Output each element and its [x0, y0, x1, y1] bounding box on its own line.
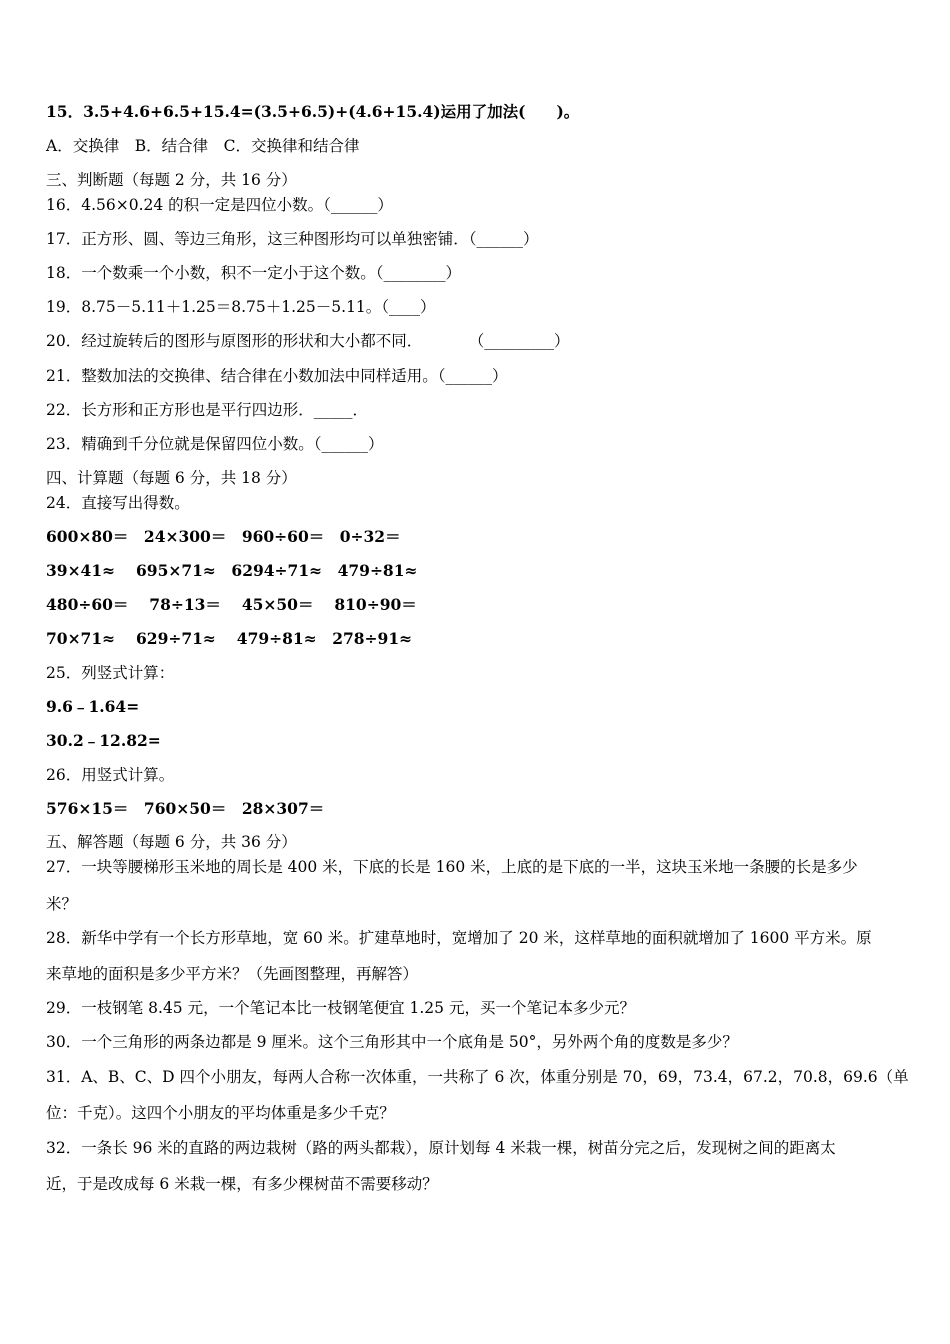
section-5-heading: 五、解答题（每题 6 分，共 36 分） [46, 833, 297, 851]
question-28-line-2: 来草地的面积是多少平方米？（先画图整理，再解答） [46, 965, 419, 983]
question-27-line-1: 27．一块等腰梯形玉米地的周长是 400 米，下底的长是 160 米，上底的是下底的一半，这块玉米地一条腰的长是多少 [46, 858, 858, 876]
vertical-calc-1: 9.6﹣1.64= [46, 697, 140, 716]
question-20: 20．经过旋转后的图形与原图形的形状和大小都不同． （_________） [46, 332, 570, 350]
question-27-line-2: 米？ [46, 895, 78, 913]
question-31-line-1: 31．A、B、C、D 四个小朋友，每两人合称一次体重，一共称了 6 次，体重分别是 70，69，73.4，67.2，70.8，69.6（单 [46, 1068, 909, 1086]
question-17: 17．正方形、圆、等边三角形，这三种图形均可以单独密铺．（______） [46, 230, 539, 248]
question-32-line-1: 32．一条长 96 米的直路的两边栽树（路的两头都栽），原计划每 4 米栽一棵，树苗分完之后，发现树之间的距离太 [46, 1139, 836, 1157]
question-26: 26．用竖式计算。 [46, 766, 175, 784]
question-30: 30．一个三角形的两条边都是 9 厘米。这个三角形其中一个底角是 50°，另外两个角的度数是多少？ [46, 1033, 738, 1051]
question-29: 29．一枝钢笔 8.45 元，一个笔记本比一枝钢笔便宜 1.25 元，买一个笔记本多少元？ [46, 999, 635, 1017]
question-15: 15．3.5+4.6+6.5+15.4=(3.5+6.5)+(4.6+15.4)运用了加法( )。 [46, 102, 580, 121]
section-3-heading: 三、判断题（每题 2 分，共 16 分） [46, 171, 297, 189]
question-19: 19．8.75－5.11＋1.25＝8.75＋1.25－5.11。（____） [46, 298, 436, 316]
question-31-line-2: 位：千克）。这四个小朋友的平均体重是多少千克？ [46, 1104, 395, 1122]
calc-row-3: 480÷60＝ 78÷13＝ 45×50＝ 810÷90＝ [46, 595, 417, 614]
vertical-calc-row: 576×15＝ 760×50＝ 28×307＝ [46, 799, 325, 818]
section-4-heading: 四、计算题（每题 6 分，共 18 分） [46, 469, 297, 487]
question-32-line-2: 近，于是改成每 6 米栽一棵，有多少棵树苗不需要移动？ [46, 1175, 438, 1193]
calc-row-1: 600×80＝ 24×300＝ 960÷60＝ 0÷32＝ [46, 527, 401, 546]
question-25: 25．列竖式计算： [46, 664, 175, 682]
question-23: 23．精确到千分位就是保留四位小数。（______） [46, 435, 384, 453]
question-28-line-1: 28．新华中学有一个长方形草地，宽 60 米。扩建草地时，宽增加了 20 米，这样草地的面积就增加了 1600 平方米。原 [46, 929, 872, 947]
question-15-options: A．交换律 B．结合律 C．交换律和结合律 [46, 137, 360, 155]
question-16: 16．4.56×0.24 的积一定是四位小数。（______） [46, 196, 393, 214]
calc-row-4: 70×71≈ 629÷71≈ 479÷81≈ 278÷91≈ [46, 629, 413, 648]
question-18: 18．一个数乘一个小数，积不一定小于这个数。（________） [46, 264, 461, 282]
vertical-calc-2: 30.2﹣12.82= [46, 731, 161, 750]
question-22: 22．长方形和正方形也是平行四边形．_____． [46, 401, 368, 419]
question-21: 21．整数加法的交换律、结合律在小数加法中同样适用。（______） [46, 367, 508, 385]
question-24: 24．直接写出得数。 [46, 494, 190, 512]
calc-row-2: 39×41≈ 695×71≈ 6294÷71≈ 479÷81≈ [46, 561, 418, 580]
